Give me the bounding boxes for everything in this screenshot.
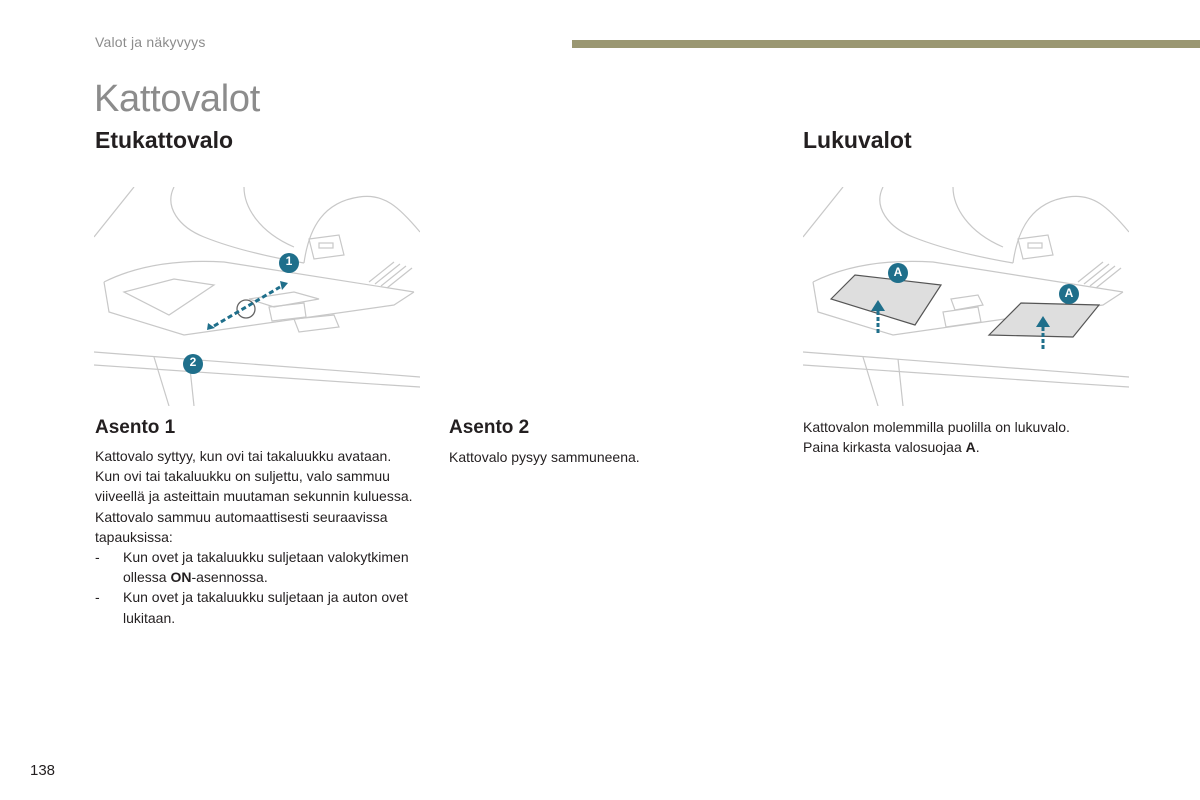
bullet-text-after: -asennossa. <box>191 569 268 586</box>
bullet-item <box>95 547 425 587</box>
bullet-text: Kun ovet ja takaluukku suljetaan valokytkimen ollessa <box>123 549 409 586</box>
paragraph-text-after: . <box>975 439 980 456</box>
position-1-text <box>95 446 425 628</box>
paragraph: Kattovalo syttyy, kun ovi tai takaluukku avataan. <box>95 448 392 464</box>
callout-a-left-label: A <box>893 265 903 279</box>
header-bar <box>572 40 1200 48</box>
bullet-item <box>95 587 425 627</box>
reading-lamps-figure <box>803 187 1129 406</box>
subtitle-front-lamp: Etukattovalo <box>95 127 234 153</box>
front-ceiling-lamp-figure <box>94 187 420 406</box>
paragraph: Kun ovi tai takaluukku on suljettu, valo sammuu viiveellä ja asteittain muutaman sekunnin kuluessa. <box>95 468 413 505</box>
bullet-text: Kun ovet ja takaluukku suljetaan ja auton ovet lukitaan. <box>123 589 408 626</box>
front-ceiling-lamp-illustration <box>94 187 420 406</box>
bullet-dash: - <box>95 589 100 606</box>
callout-1-label: 1 <box>285 254 293 268</box>
paragraph-text: Paina kirkasta valosuojaa <box>803 439 966 456</box>
section-label: Valot ja näkyvyys <box>95 34 206 50</box>
paragraph: Kattovalon molemmilla puolilla on lukuvalo. <box>803 419 1070 435</box>
position-1-heading: Asento 1 <box>95 417 176 438</box>
paragraph <box>803 437 1133 457</box>
page-number: 138 <box>30 762 56 779</box>
position-2-text <box>449 447 779 467</box>
bullet-dash: - <box>95 549 100 566</box>
callout-a-right-label: A <box>1064 286 1074 300</box>
page-title: Kattovalot <box>94 78 260 120</box>
callout-2-label: 2 <box>189 355 197 369</box>
position-2-heading: Asento 2 <box>449 417 530 438</box>
paragraph-bold: A <box>965 439 976 456</box>
subtitle-reading-lamps: Lukuvalot <box>803 127 912 153</box>
reading-lamps-text <box>803 417 1133 457</box>
paragraph: Kattovalo pysyy sammuneena. <box>449 449 640 465</box>
reading-lamps-illustration <box>803 187 1129 406</box>
bullet-bold: ON <box>170 569 192 586</box>
paragraph: Kattovalo sammuu automaattisesti seuraavissa tapauksissa: <box>95 508 388 545</box>
